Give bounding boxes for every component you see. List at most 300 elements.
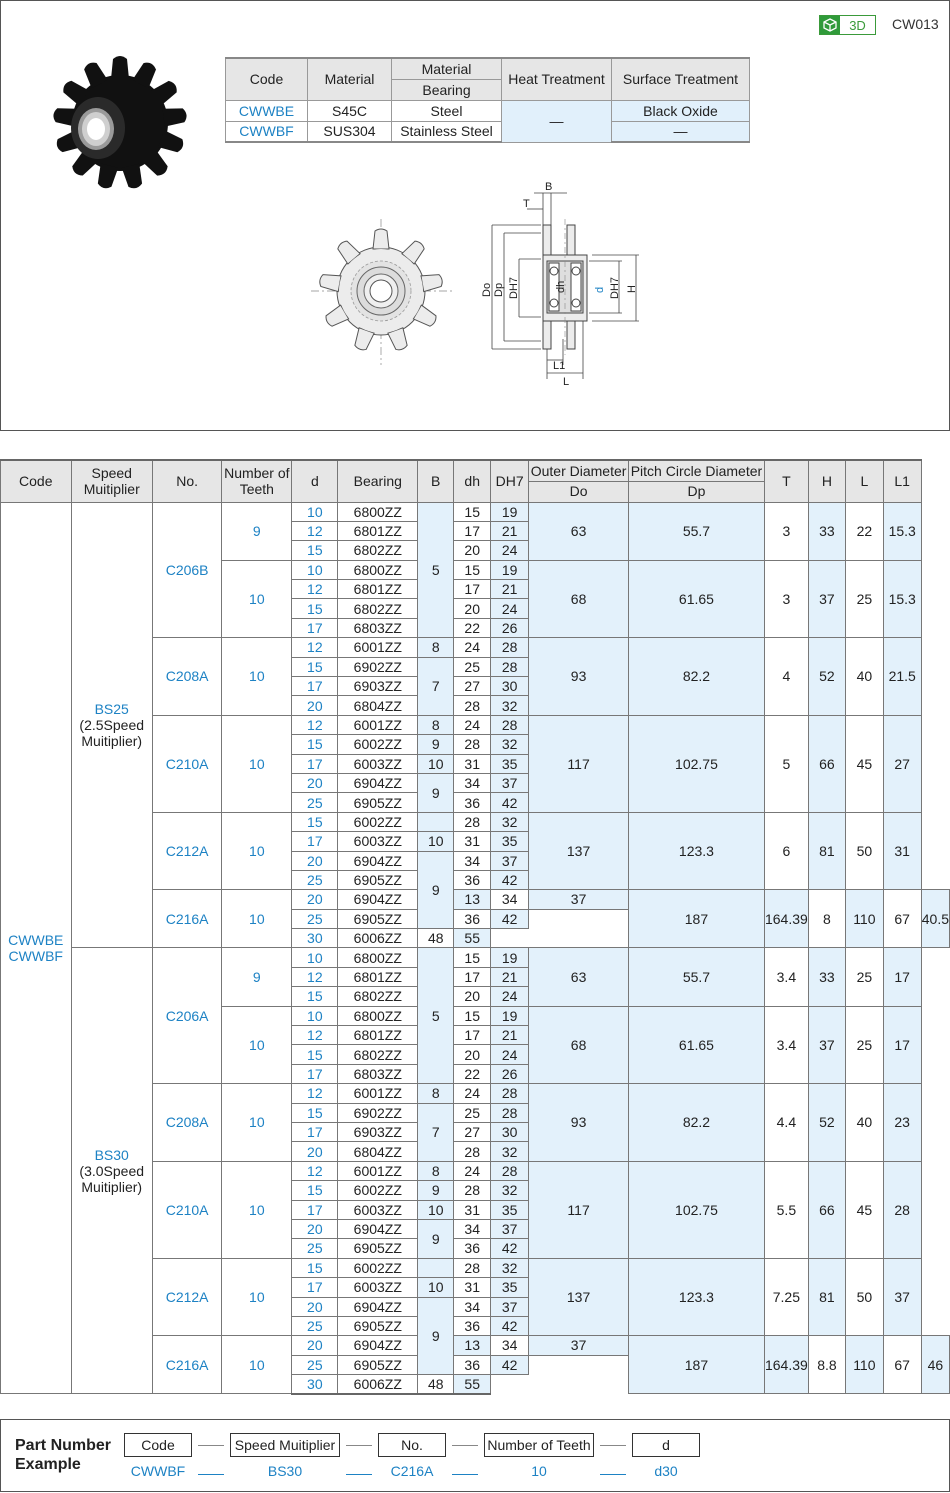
dim-dh: dh: [555, 280, 567, 293]
L1-cell: 17: [883, 948, 921, 1006]
bore-d-cell: 15: [292, 735, 338, 754]
product-code: CW013: [892, 16, 939, 32]
dh-cell: 24: [454, 1084, 491, 1103]
speed-name[interactable]: BS25: [94, 700, 129, 717]
col-L1: L1: [883, 460, 921, 502]
DH7-cell: 37: [491, 773, 529, 792]
col-material: Material: [308, 58, 392, 100]
bearing-cell: Steel: [392, 100, 502, 121]
bore-d-cell: 30: [292, 929, 338, 948]
L1-cell: 15.3: [883, 502, 921, 560]
bearing-cell: 6002ZZ: [338, 1258, 418, 1277]
bearing-cell: 6904ZZ: [338, 851, 418, 870]
bearing-cell: 6002ZZ: [338, 1181, 418, 1200]
dh-cell: 17: [454, 1026, 491, 1045]
L-cell: 45: [846, 1161, 884, 1258]
bore-d-cell: 15: [292, 541, 338, 560]
dim-H: H: [626, 285, 638, 293]
T-cell: 7.25: [764, 1258, 808, 1336]
teeth-cell: 10: [222, 715, 292, 812]
part-no-cell[interactable]: C208A: [152, 638, 221, 716]
dh-cell: 17: [454, 521, 491, 540]
bore-d-cell: 10: [292, 1006, 338, 1025]
dh-cell: 22: [454, 1064, 491, 1083]
bore-d-cell: 17: [292, 832, 338, 851]
dh-cell: 27: [454, 1123, 491, 1142]
DH7-cell: 55: [454, 1375, 491, 1394]
dh-cell: 48: [418, 929, 454, 948]
T-cell: 3: [764, 502, 808, 560]
bearing-cell: 6904ZZ: [338, 1297, 418, 1316]
material-cell: SUS304: [308, 121, 392, 142]
heat-cell: —: [502, 100, 612, 142]
speed-note: (3.0Speed Muitiplier): [79, 1162, 145, 1196]
dh-cell: 34: [491, 890, 529, 909]
L1-cell: 28: [883, 1161, 921, 1258]
B-cell: 13: [454, 1336, 491, 1355]
bearing-cell: 6905ZZ: [338, 870, 418, 889]
DH7-cell: 42: [491, 793, 529, 812]
bearing-cell: 6905ZZ: [338, 1355, 418, 1374]
col-speed-multiplier: Speed Muitiplier: [71, 460, 152, 502]
dh-cell: 15: [454, 502, 491, 521]
dh-cell: 28: [454, 1181, 491, 1200]
col-Do: Do: [529, 481, 629, 502]
col-dh: dh: [454, 460, 491, 502]
T-cell: 4: [764, 638, 808, 716]
teeth-cell: 10: [222, 890, 292, 948]
bore-d-cell: 12: [292, 715, 338, 734]
bearing-cell: 6802ZZ: [338, 599, 418, 618]
DH7-cell: 28: [491, 638, 529, 657]
dh-cell: 34: [454, 1297, 491, 1316]
T-cell: 5.5: [764, 1161, 808, 1258]
teeth-cell: 10: [222, 560, 292, 638]
dh-cell: 24: [454, 638, 491, 657]
T-cell: 6: [764, 812, 808, 890]
part-no-cell[interactable]: C212A: [152, 1258, 221, 1336]
dh-cell: 20: [454, 541, 491, 560]
bore-d-cell: 10: [292, 560, 338, 579]
dh-cell: 36: [454, 909, 491, 928]
table-row: [226, 121, 750, 142]
material-cell: S45C: [308, 100, 392, 121]
dh-cell: 17: [454, 580, 491, 599]
Dp-cell: 61.65: [628, 1006, 764, 1084]
DH7-cell: 32: [491, 1142, 529, 1161]
part-no-cell[interactable]: C216A: [152, 890, 221, 948]
bearing-cell: 6002ZZ: [338, 735, 418, 754]
DH7-cell: 42: [491, 1316, 529, 1335]
bore-d-cell: 15: [292, 812, 338, 831]
bore-d-cell: 25: [292, 870, 338, 889]
code-cell[interactable]: CWWBF: [226, 121, 308, 142]
front-view-drawing: [309, 219, 459, 367]
3d-model-button[interactable]: [819, 15, 876, 35]
L-cell: 50: [846, 812, 884, 890]
col-Dp: Dp: [628, 481, 764, 502]
bore-d-cell: 20: [292, 890, 338, 909]
dh-cell: 15: [454, 560, 491, 579]
bore-d-cell: 12: [292, 1161, 338, 1180]
Dp-cell: 164.39: [764, 1336, 808, 1394]
col-heat-treatment: Heat Treatment: [502, 58, 612, 100]
teeth-cell: 10: [222, 1006, 292, 1084]
T-cell: 3.4: [764, 1006, 808, 1084]
part-no-cell[interactable]: C210A: [152, 1161, 221, 1258]
bearing-cell: 6001ZZ: [338, 1161, 418, 1180]
DH7-cell: 24: [491, 987, 529, 1006]
dim-L1: L1: [553, 360, 566, 372]
H-cell: 52: [808, 638, 845, 716]
bearing-cell: 6903ZZ: [338, 677, 418, 696]
Do-cell: 63: [529, 948, 629, 1006]
DH7-cell: 24: [491, 1045, 529, 1064]
bore-d-cell: 30: [292, 1375, 338, 1394]
DH7-cell: 42: [491, 870, 529, 889]
Do-cell: 187: [628, 1336, 764, 1394]
Dp-cell: 55.7: [628, 948, 764, 1006]
Dp-cell: 82.2: [628, 638, 764, 716]
bore-d-cell: 15: [292, 1103, 338, 1122]
bearing-cell: 6801ZZ: [338, 967, 418, 986]
bearing-cell: 6006ZZ: [338, 1375, 418, 1394]
L-cell: 22: [846, 502, 884, 560]
L-cell: 25: [846, 948, 884, 1006]
bearing-cell: 6002ZZ: [338, 812, 418, 831]
T-cell: 5: [764, 715, 808, 812]
bore-d-cell: 15: [292, 1045, 338, 1064]
B-cell: 5: [418, 948, 454, 1084]
bore-d-cell: 15: [292, 599, 338, 618]
Do-cell: 93: [529, 1084, 629, 1162]
bearing-cell: 6905ZZ: [338, 1316, 418, 1335]
dim-L: L: [563, 376, 570, 388]
pn-value-teeth: 10: [531, 1463, 547, 1479]
bore-d-cell: 15: [292, 1258, 338, 1277]
H-cell: 37: [808, 1006, 845, 1084]
bearing-cell: 6802ZZ: [338, 541, 418, 560]
T-cell: 3.4: [764, 948, 808, 1006]
bearing-cell: 6801ZZ: [338, 521, 418, 540]
bearing-cell: 6800ZZ: [338, 560, 418, 579]
DH7-cell: 28: [491, 1161, 529, 1180]
dh-cell: 20: [454, 1045, 491, 1064]
bore-d-cell: 20: [292, 773, 338, 792]
dh-cell: 24: [454, 1161, 491, 1180]
bore-d-cell: 12: [292, 638, 338, 657]
B-cell: 8: [418, 715, 454, 734]
B-cell: 9: [418, 773, 454, 812]
dim-B: B: [545, 181, 553, 193]
bearing-cell: 6902ZZ: [338, 657, 418, 676]
DH7-cell: 21: [491, 967, 529, 986]
L-cell: 50: [846, 1258, 884, 1336]
L-cell: 67: [883, 890, 921, 948]
dh-cell: 34: [454, 851, 491, 870]
pn-field-code: Code: [124, 1433, 192, 1457]
pn-field-speed: Speed Muitiplier: [230, 1433, 340, 1457]
DH7-cell: 32: [491, 812, 529, 831]
bore-d-cell: 12: [292, 521, 338, 540]
dh-cell: 34: [454, 773, 491, 792]
DH7-cell: 19: [491, 948, 529, 967]
DH7-cell: 26: [491, 1064, 529, 1083]
B-cell: 10: [418, 1278, 454, 1297]
Dp-cell: 82.2: [628, 1084, 764, 1162]
dh-cell: 36: [454, 870, 491, 889]
col-no: No.: [152, 460, 221, 502]
H-cell: 52: [808, 1084, 845, 1162]
col-H: H: [808, 460, 845, 502]
DH7-cell: 37: [529, 890, 629, 909]
bore-d-cell: 20: [292, 1219, 338, 1238]
H-cell: 110: [846, 890, 884, 948]
DH7-cell: 28: [491, 715, 529, 734]
part-number-title-line2: Example: [15, 1456, 81, 1473]
code-value: CWWBE: [8, 931, 64, 948]
col-code: Code: [1, 460, 72, 502]
L1-cell: 15.3: [883, 560, 921, 638]
bearing-cell: 6802ZZ: [338, 1045, 418, 1064]
dh-cell: 36: [454, 793, 491, 812]
bore-d-cell: 17: [292, 618, 338, 637]
speed-multiplier-cell: [71, 948, 152, 1394]
B-cell: 9: [418, 1181, 454, 1200]
Do-cell: 68: [529, 560, 629, 638]
speed-name[interactable]: BS30: [94, 1146, 129, 1163]
teeth-cell: 10: [222, 638, 292, 716]
part-no-cell[interactable]: C206A: [152, 948, 221, 1084]
B-cell: 10: [418, 1200, 454, 1219]
B-cell: [418, 812, 454, 831]
bearing-cell: 6801ZZ: [338, 1026, 418, 1045]
col-L: L: [846, 460, 884, 502]
H-cell: 81: [808, 812, 845, 890]
H-cell: 81: [808, 1258, 845, 1336]
pn-value-speed: BS30: [267, 1463, 303, 1479]
DH7-cell: 37: [491, 851, 529, 870]
H-cell: 33: [808, 502, 845, 560]
Dp-cell: 164.39: [764, 890, 808, 948]
bore-d-cell: 17: [292, 1064, 338, 1083]
H-cell: 37: [808, 560, 845, 638]
Do-cell: 137: [529, 812, 629, 890]
bore-d-cell: 10: [292, 502, 338, 521]
dh-cell: 24: [454, 715, 491, 734]
Dp-cell: 123.3: [628, 1258, 764, 1336]
col-d: d: [292, 460, 338, 502]
DH7-cell: 28: [491, 657, 529, 676]
bore-d-cell: 20: [292, 1142, 338, 1161]
material-table: [225, 57, 750, 143]
DH7-cell: 42: [491, 909, 529, 928]
sprocket-photo: [47, 53, 197, 193]
B-cell: 9: [418, 1219, 454, 1258]
Dp-cell: 102.75: [628, 715, 764, 812]
bore-d-cell: 15: [292, 1181, 338, 1200]
T-cell: 4.4: [764, 1084, 808, 1162]
dh-cell: 28: [454, 1258, 491, 1277]
bore-d-cell: 17: [292, 1200, 338, 1219]
bearing-cell: 6903ZZ: [338, 1123, 418, 1142]
Do-cell: 117: [529, 715, 629, 812]
bearing-cell: 6006ZZ: [338, 929, 418, 948]
L-cell: 25: [846, 1006, 884, 1084]
B-cell: 8: [418, 638, 454, 657]
T-cell: 8.8: [808, 1336, 845, 1394]
bearing-cell: 6902ZZ: [338, 1103, 418, 1122]
bore-d-cell: 15: [292, 657, 338, 676]
H-cell: 33: [808, 948, 845, 1006]
code-cell[interactable]: [1, 502, 72, 1394]
col-surface-treatment: Surface Treatment: [612, 58, 750, 100]
dh-cell: 22: [454, 618, 491, 637]
bore-d-cell: 12: [292, 1026, 338, 1045]
dim-DH7-right: DH7: [609, 276, 621, 299]
dh-cell: 25: [454, 657, 491, 676]
bearing-cell: 6904ZZ: [338, 1219, 418, 1238]
DH7-cell: 35: [491, 1278, 529, 1297]
B-cell: 10: [418, 754, 454, 773]
DH7-cell: 26: [491, 618, 529, 637]
H-cell: 110: [846, 1336, 884, 1394]
L1-cell: 31: [883, 812, 921, 890]
bearing-cell: 6001ZZ: [338, 715, 418, 734]
B-cell: 8: [418, 1084, 454, 1103]
dh-cell: 28: [454, 696, 491, 715]
B-cell: 9: [418, 735, 454, 754]
side-view-drawing: [479, 179, 651, 389]
bearing-cell: 6905ZZ: [338, 1239, 418, 1258]
bearing-cell: 6804ZZ: [338, 696, 418, 715]
DH7-cell: 42: [491, 1355, 529, 1374]
bore-d-cell: 17: [292, 1123, 338, 1142]
bearing-cell: Stainless Steel: [392, 121, 502, 142]
dim-DH7-left: DH7: [508, 276, 520, 299]
pn-value-d: d30: [654, 1463, 678, 1479]
col-pitch-diameter: Pitch Circle Diameter: [628, 460, 764, 481]
teeth-cell: 10: [222, 1336, 292, 1394]
dh-cell: 28: [454, 1142, 491, 1161]
col-outer-diameter: Outer Diameter: [529, 460, 629, 481]
bearing-cell: 6003ZZ: [338, 1200, 418, 1219]
col-bearing: Bearing: [338, 460, 418, 502]
L-cell: 45: [846, 715, 884, 812]
Dp-cell: 123.3: [628, 812, 764, 890]
B-cell: 9: [418, 1297, 454, 1375]
L1-cell: 21.5: [883, 638, 921, 716]
Dp-cell: 55.7: [628, 502, 764, 560]
bearing-cell: 6904ZZ: [338, 773, 418, 792]
bore-d-cell: 20: [292, 1336, 338, 1355]
part-number-title: [15, 1436, 111, 1474]
DH7-cell: 35: [491, 832, 529, 851]
DH7-cell: 19: [491, 1006, 529, 1025]
col-bearing: Bearing: [392, 79, 502, 100]
teeth-cell: 10: [222, 1161, 292, 1258]
bearing-cell: 6905ZZ: [338, 909, 418, 928]
bore-d-cell: 17: [292, 754, 338, 773]
bore-d-cell: 17: [292, 677, 338, 696]
DH7-cell: 21: [491, 521, 529, 540]
dim-d: d: [594, 286, 606, 293]
part-no-cell[interactable]: C210A: [152, 715, 221, 812]
dh-cell: 20: [454, 987, 491, 1006]
part-no-cell[interactable]: C216A: [152, 1336, 221, 1394]
bearing-cell: 6001ZZ: [338, 1084, 418, 1103]
bearing-cell: 6800ZZ: [338, 948, 418, 967]
teeth-cell: 10: [222, 812, 292, 890]
dh-cell: 27: [454, 677, 491, 696]
part-no-cell[interactable]: C206B: [152, 502, 221, 638]
DH7-cell: 30: [491, 1123, 529, 1142]
col-code: Code: [226, 58, 308, 100]
DH7-cell: 32: [491, 1258, 529, 1277]
DH7-cell: 42: [491, 1239, 529, 1258]
DH7-cell: 37: [491, 1219, 529, 1238]
col-B: B: [418, 460, 454, 502]
pn-value-no: C216A: [390, 1463, 434, 1479]
B-cell: 13: [454, 890, 491, 909]
dh-cell: 36: [454, 1239, 491, 1258]
DH7-cell: 19: [491, 502, 529, 521]
DH7-cell: 32: [491, 696, 529, 715]
bore-d-cell: 12: [292, 967, 338, 986]
DH7-cell: 37: [529, 1336, 629, 1355]
bore-d-cell: 25: [292, 909, 338, 928]
DH7-cell: 28: [491, 1084, 529, 1103]
L-cell: 25: [846, 560, 884, 638]
bearing-cell: 6003ZZ: [338, 1278, 418, 1297]
speed-note: (2.5Speed Muitiplier): [79, 716, 145, 750]
speed-multiplier-cell: [71, 502, 152, 948]
part-no-cell[interactable]: C208A: [152, 1084, 221, 1162]
L1-cell: 46: [921, 1336, 949, 1394]
dim-Do: Do: [481, 282, 493, 297]
bearing-cell: 6003ZZ: [338, 832, 418, 851]
dh-cell: 28: [454, 812, 491, 831]
part-no-cell[interactable]: C212A: [152, 812, 221, 890]
bearing-cell: 6804ZZ: [338, 1142, 418, 1161]
pn-value-code: CWWBF: [130, 1463, 186, 1479]
dh-cell: 34: [454, 1219, 491, 1238]
bore-d-cell: 20: [292, 696, 338, 715]
code-cell[interactable]: CWWBE: [226, 100, 308, 121]
Do-cell: 68: [529, 1006, 629, 1084]
dim-T: T: [523, 198, 530, 210]
T-cell: 8: [808, 890, 845, 948]
dh-cell: 31: [454, 1278, 491, 1297]
table-row: [1, 502, 950, 521]
Do-cell: 187: [628, 890, 764, 948]
dh-cell: 31: [454, 754, 491, 773]
L1-cell: 17: [883, 1006, 921, 1084]
L-cell: 67: [883, 1336, 921, 1394]
col-material-group: Material: [392, 58, 502, 79]
surface-cell: Black Oxide: [612, 100, 750, 121]
B-cell: 8: [418, 1161, 454, 1180]
bore-d-cell: 20: [292, 1297, 338, 1316]
bearing-cell: 6003ZZ: [338, 754, 418, 773]
bore-d-cell: 15: [292, 987, 338, 1006]
dh-cell: 20: [454, 599, 491, 618]
col-teeth: Number of Teeth: [222, 460, 292, 502]
B-cell: 9: [418, 851, 454, 929]
spec-table-body: [1, 502, 950, 1394]
dh-cell: 15: [454, 1006, 491, 1025]
bearing-cell: 6800ZZ: [338, 502, 418, 521]
